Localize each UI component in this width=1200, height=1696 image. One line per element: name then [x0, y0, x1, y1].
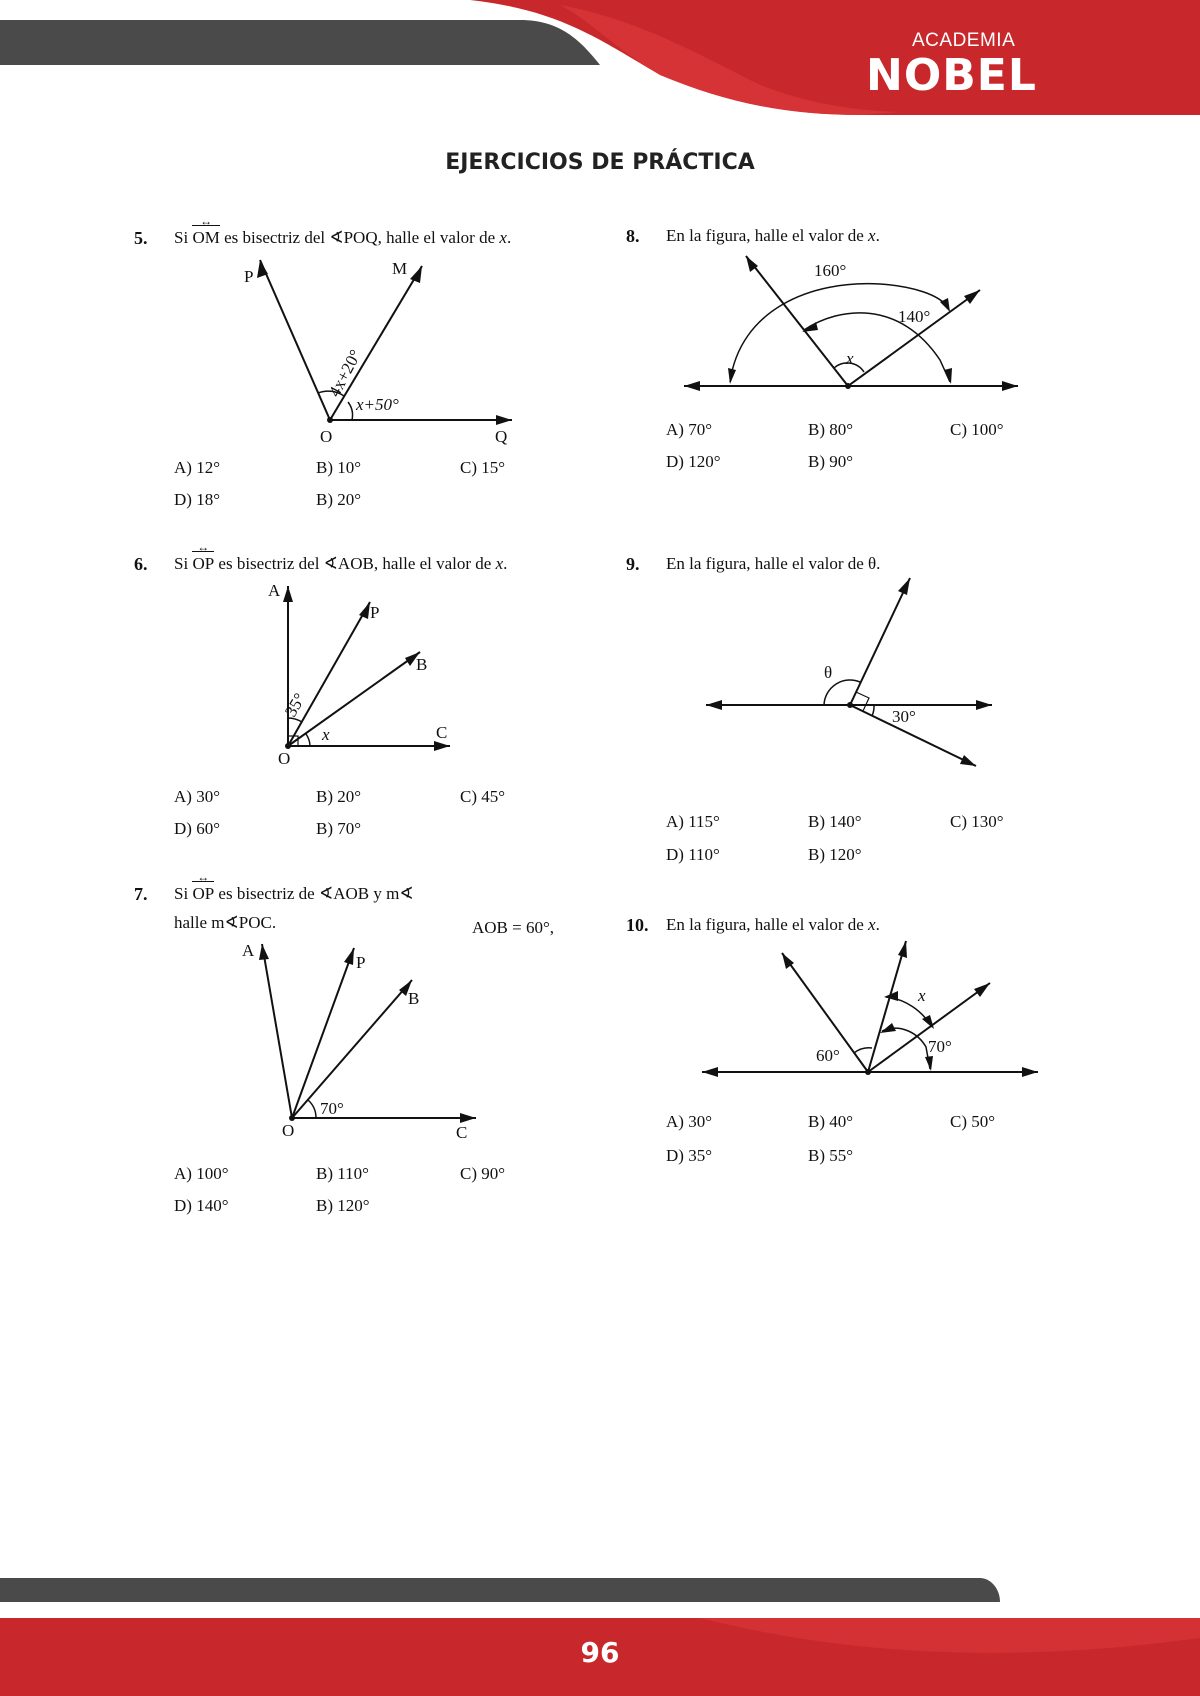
problem-7-stem-line2: halle m∢POC. — [174, 913, 277, 932]
problem-8-number: 8. — [626, 226, 640, 246]
problem-10-number: 10. — [626, 915, 649, 935]
vector-op: OP ↔ — [192, 554, 214, 574]
brand-academia: ACADEMIA — [912, 30, 1016, 51]
stem-text: En la figura, halle el valor de — [666, 915, 869, 934]
variable-x: x — [868, 226, 876, 245]
stem-text: es bisectriz del ∢POQ, halle el valor de — [219, 228, 500, 247]
page-title: EJERCICIOS DE PRÁCTICA — [445, 150, 755, 175]
stem-text: Si — [174, 884, 193, 903]
problem-6-option[interactable]: C) 45° — [460, 787, 506, 806]
angle-label-2: x — [322, 725, 330, 744]
problem-10-option[interactable]: A) 30° — [666, 1112, 712, 1131]
stem-text: . — [875, 226, 880, 245]
problem-9-option[interactable]: C) 130° — [950, 812, 1004, 831]
problem-6-number: 6. — [134, 554, 148, 574]
problem-6-option[interactable]: A) 30° — [174, 787, 220, 806]
problem-9-option[interactable]: B) 140° — [808, 812, 862, 831]
label-o: O — [320, 427, 333, 446]
label-p: P — [356, 953, 366, 972]
problem-9-option[interactable]: B) 120° — [808, 845, 862, 864]
problem-10-option[interactable]: D) 35° — [666, 1146, 712, 1165]
problem-8-option[interactable]: D) 120° — [666, 452, 721, 471]
variable-x: x — [495, 554, 504, 573]
stem-text: es bisectriz del ∢AOB, halle el valor de — [214, 554, 496, 573]
problem-10-stem — [666, 915, 880, 935]
problem-8-option[interactable]: B) 90° — [808, 452, 854, 471]
problem-8-figure — [670, 250, 1030, 400]
problem-7-option[interactable]: D) 140° — [174, 1196, 229, 1215]
problem-9-stem: En la figura, halle el valor de θ. — [666, 554, 881, 573]
problem-5-option[interactable]: D) 18° — [174, 490, 220, 509]
label-c: C — [456, 1123, 468, 1142]
problem-7-stem — [174, 884, 414, 904]
label-o: O — [278, 749, 291, 768]
problem-6-option[interactable]: D) 60° — [174, 819, 220, 838]
label-b: B — [408, 989, 420, 1008]
angle-label-60: 60° — [816, 1046, 840, 1065]
label-p: P — [370, 603, 380, 622]
stem-text: Si — [174, 554, 193, 573]
stem-text: . — [506, 228, 512, 247]
problem-7-option[interactable]: B) 110° — [316, 1164, 369, 1183]
problem-8-option[interactable]: A) 70° — [666, 420, 712, 439]
stem-text: es bisectriz de ∢AOB y m∢ — [214, 884, 414, 903]
problem-8-stem — [666, 226, 880, 246]
problem-7-option[interactable]: A) 100° — [174, 1164, 229, 1183]
variable-x: x — [868, 915, 876, 934]
problem-7-option[interactable]: C) 90° — [460, 1164, 506, 1183]
problem-8-option[interactable]: C) 100° — [950, 420, 1004, 439]
label-p: P — [244, 267, 254, 286]
problem-7-option[interactable]: B) 120° — [316, 1196, 370, 1215]
angle-label-30: 30° — [892, 707, 916, 726]
problem-5-number: 5. — [134, 228, 148, 248]
problem-5-option[interactable]: B) 10° — [316, 458, 362, 477]
angle-label-160: 160° — [814, 261, 847, 280]
problem-10-figure — [696, 935, 1046, 1085]
problem-5-option[interactable]: B) 20° — [316, 490, 362, 509]
problem-7-figure — [240, 938, 480, 1142]
angle-label-2: x+50° — [356, 395, 399, 414]
label-m: M — [392, 259, 408, 278]
problem-5-option[interactable]: C) 15° — [460, 458, 506, 477]
angle-label-theta: θ — [824, 663, 833, 682]
problem-6-figure — [260, 580, 460, 770]
angle-label-x: x — [846, 349, 854, 368]
angle-label-70: 70° — [928, 1037, 952, 1056]
vector-op: OP ↔ — [192, 884, 214, 904]
problem-6-option[interactable]: B) 70° — [316, 819, 362, 838]
problem-5-figure — [230, 250, 530, 450]
label-b: B — [416, 655, 428, 674]
problem-10-option[interactable]: B) 40° — [808, 1112, 854, 1131]
vector-om: OM ↔ — [192, 228, 219, 248]
stem-text: En la figura, halle el valor de — [666, 226, 869, 245]
brand-logo: NOBEL — [866, 50, 1037, 101]
problem-5-option[interactable]: A) 12° — [174, 458, 220, 477]
stem-text: . — [875, 915, 880, 934]
problem-6-option[interactable]: B) 20° — [316, 787, 362, 806]
problem-9-option[interactable]: D) 110° — [666, 845, 720, 864]
problem-10-option[interactable]: C) 50° — [950, 1112, 996, 1131]
stem-text: . — [503, 554, 508, 573]
label-o: O — [282, 1121, 295, 1140]
problem-7-number: 7. — [134, 884, 148, 904]
stem-text: Si — [174, 228, 193, 247]
label-q: Q — [495, 427, 508, 446]
angle-label-x: x — [918, 986, 926, 1005]
problem-5-stem — [174, 228, 511, 248]
problem-7-stem-line3: AOB = 60°, — [472, 918, 555, 937]
angle-label-140: 140° — [898, 307, 931, 326]
problem-9-number: 9. — [626, 554, 640, 574]
angle-label-1: 35° — [281, 689, 310, 720]
page-number: 96 — [580, 1636, 620, 1669]
label-a: A — [268, 581, 281, 600]
angle-label-1: 70° — [320, 1099, 344, 1118]
variable-x: x — [499, 228, 507, 247]
label-c: C — [436, 723, 448, 742]
problem-6-stem — [174, 554, 507, 574]
angle-label-1: 4x+20° — [324, 346, 366, 400]
label-a: A — [242, 941, 255, 960]
problem-8-option[interactable]: B) 80° — [808, 420, 854, 439]
problem-9-figure — [700, 570, 1000, 770]
problem-10-option[interactable]: B) 55° — [808, 1146, 854, 1165]
problem-9-option[interactable]: A) 115° — [666, 812, 720, 831]
